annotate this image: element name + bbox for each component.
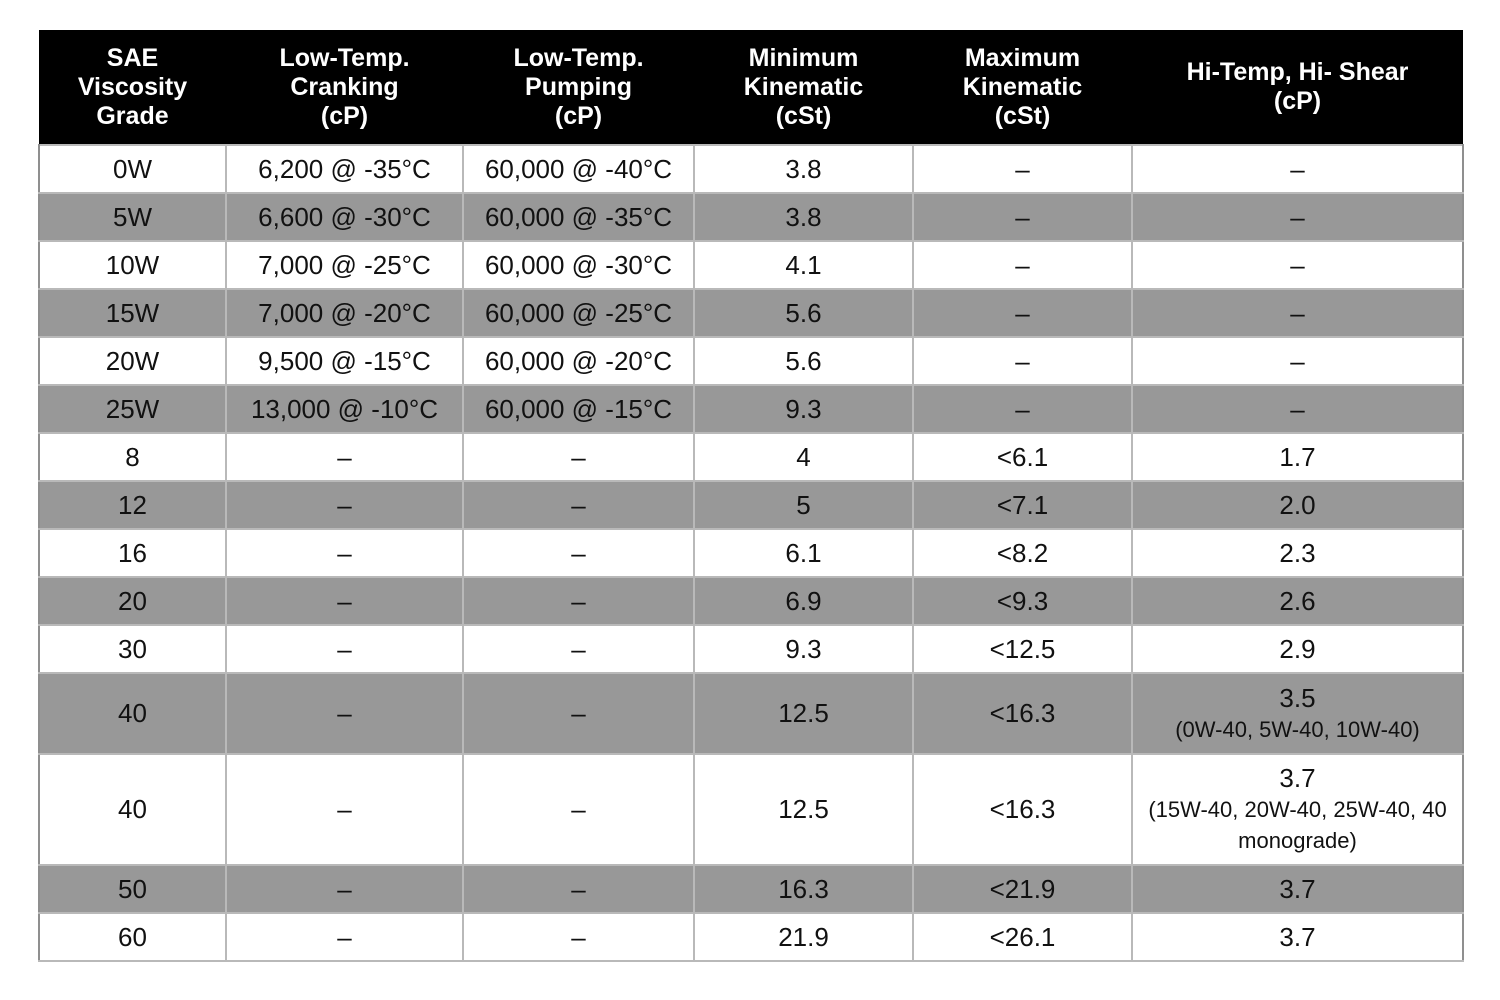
cell-pumping: – — [463, 673, 694, 754]
cell-grade: 15W — [39, 289, 226, 337]
hths-value: 2.9 — [1279, 633, 1316, 664]
cell-grade: 0W — [39, 145, 226, 193]
cell-cranking: 9,500 @ -15°C — [226, 337, 463, 385]
cell-max-kinematic: <21.9 — [913, 865, 1132, 913]
cell-min-kinematic: 4.1 — [694, 241, 913, 289]
cell-hths — [1132, 529, 1463, 577]
cell-grade: 40 — [39, 754, 226, 865]
table-row — [39, 625, 1463, 673]
cell-max-kinematic: – — [913, 337, 1132, 385]
cell-pumping: – — [463, 754, 694, 865]
cell-hths — [1132, 913, 1463, 961]
cell-min-kinematic: 9.3 — [694, 625, 913, 673]
header-line: Kinematic — [743, 72, 864, 101]
hths-value: 3.7 — [1279, 921, 1316, 952]
hths-value: – — [1290, 249, 1305, 280]
cell-max-kinematic: <16.3 — [913, 754, 1132, 865]
cell-min-kinematic: 12.5 — [694, 673, 913, 754]
header-line: Low-Temp. — [513, 43, 644, 72]
header-line: (cSt) — [775, 101, 832, 130]
cell-grade: 60 — [39, 913, 226, 961]
hths-value: 3.5 — [1279, 682, 1316, 713]
cell-max-kinematic: <9.3 — [913, 577, 1132, 625]
table-row — [39, 241, 1463, 289]
table-row — [39, 145, 1463, 193]
cell-hths — [1132, 673, 1463, 754]
cell-grade: 12 — [39, 481, 226, 529]
header-line: Viscosity — [77, 72, 188, 101]
cell-pumping: 60,000 @ -25°C — [463, 289, 694, 337]
cell-min-kinematic: 12.5 — [694, 754, 913, 865]
cell-min-kinematic: 3.8 — [694, 193, 913, 241]
cell-hths — [1132, 337, 1463, 385]
cell-cranking: – — [226, 754, 463, 865]
table-row — [39, 289, 1463, 337]
cell-pumping: 60,000 @ -30°C — [463, 241, 694, 289]
cell-max-kinematic: – — [913, 289, 1132, 337]
cell-pumping: 60,000 @ -20°C — [463, 337, 694, 385]
cell-max-kinematic: <6.1 — [913, 433, 1132, 481]
table-row — [39, 754, 1463, 865]
cell-pumping: – — [463, 577, 694, 625]
cell-hths — [1132, 241, 1463, 289]
table-row — [39, 193, 1463, 241]
header-hi-temp-hi-shear — [1132, 30, 1463, 145]
cell-cranking: – — [226, 625, 463, 673]
hths-value: – — [1290, 297, 1305, 328]
hths-value: – — [1290, 393, 1305, 424]
cell-max-kinematic: <16.3 — [913, 673, 1132, 754]
cell-hths — [1132, 433, 1463, 481]
cell-grade: 20W — [39, 337, 226, 385]
cell-min-kinematic: 21.9 — [694, 913, 913, 961]
hths-value: – — [1290, 345, 1305, 376]
cell-grade: 50 — [39, 865, 226, 913]
cell-hths — [1132, 625, 1463, 673]
header-low-temp-cranking — [226, 30, 463, 145]
cell-cranking: – — [226, 673, 463, 754]
cell-hths — [1132, 145, 1463, 193]
hths-value: 3.7 — [1279, 873, 1316, 904]
table-row — [39, 865, 1463, 913]
table-row — [39, 481, 1463, 529]
header-minimum-kinematic — [694, 30, 913, 145]
cell-cranking: 6,200 @ -35°C — [226, 145, 463, 193]
table-row — [39, 529, 1463, 577]
cell-cranking: – — [226, 913, 463, 961]
header-line: Kinematic — [962, 72, 1083, 101]
cell-cranking: 7,000 @ -25°C — [226, 241, 463, 289]
cell-max-kinematic: – — [913, 145, 1132, 193]
cell-min-kinematic: 5 — [694, 481, 913, 529]
cell-min-kinematic: 6.9 — [694, 577, 913, 625]
header-line: (cP) — [1273, 87, 1322, 115]
header-line: Low-Temp. — [279, 43, 410, 72]
header-low-temp-pumping — [463, 30, 694, 145]
cell-cranking: 7,000 @ -20°C — [226, 289, 463, 337]
hths-value: – — [1290, 153, 1305, 184]
header-sae-viscosity-grade — [39, 30, 226, 145]
cell-cranking: 6,600 @ -30°C — [226, 193, 463, 241]
table-row — [39, 385, 1463, 433]
table-header-row — [39, 30, 1463, 145]
header-line: Pumping — [525, 72, 632, 101]
header-line: Maximum — [964, 43, 1081, 72]
cell-min-kinematic: 5.6 — [694, 337, 913, 385]
cell-grade: 25W — [39, 385, 226, 433]
header-line: Grade — [96, 101, 169, 130]
hths-value: 2.6 — [1279, 585, 1316, 616]
cell-max-kinematic: – — [913, 193, 1132, 241]
table-row — [39, 673, 1463, 754]
header-line: Hi-Temp, Hi- Shear — [1186, 58, 1409, 86]
table-row — [39, 913, 1463, 961]
header-line: Cranking — [290, 72, 399, 101]
hths-value: 2.3 — [1279, 537, 1316, 568]
hths-value: 3.7 — [1279, 763, 1316, 793]
header-line: (cP) — [320, 101, 369, 130]
cell-min-kinematic: 16.3 — [694, 865, 913, 913]
header-line: (cP) — [554, 101, 603, 130]
cell-max-kinematic: – — [913, 241, 1132, 289]
cell-pumping: – — [463, 913, 694, 961]
cell-hths — [1132, 289, 1463, 337]
cell-pumping: 60,000 @ -35°C — [463, 193, 694, 241]
cell-hths — [1132, 577, 1463, 625]
cell-grade: 30 — [39, 625, 226, 673]
cell-min-kinematic: 9.3 — [694, 385, 913, 433]
cell-grade: 10W — [39, 241, 226, 289]
cell-min-kinematic: 3.8 — [694, 145, 913, 193]
cell-cranking: 13,000 @ -10°C — [226, 385, 463, 433]
cell-pumping: – — [463, 529, 694, 577]
hths-value: – — [1290, 201, 1305, 232]
cell-hths — [1132, 865, 1463, 913]
hths-note: (0W-40, 5W-40, 10W-40) — [1175, 716, 1420, 742]
table-row — [39, 577, 1463, 625]
cell-max-kinematic: <7.1 — [913, 481, 1132, 529]
cell-max-kinematic: – — [913, 385, 1132, 433]
cell-hths — [1132, 385, 1463, 433]
cell-max-kinematic: <26.1 — [913, 913, 1132, 961]
table-row — [39, 433, 1463, 481]
cell-cranking: – — [226, 529, 463, 577]
hths-value: 1.7 — [1279, 441, 1316, 472]
cell-min-kinematic: 6.1 — [694, 529, 913, 577]
table-row — [39, 337, 1463, 385]
cell-grade: 8 — [39, 433, 226, 481]
cell-grade: 40 — [39, 673, 226, 754]
sae-viscosity-grade-table — [38, 30, 1464, 962]
cell-pumping: – — [463, 481, 694, 529]
cell-cranking: – — [226, 433, 463, 481]
cell-max-kinematic: <8.2 — [913, 529, 1132, 577]
header-line: (cSt) — [994, 101, 1051, 130]
hths-value: 2.0 — [1279, 489, 1316, 520]
header-line: Minimum — [748, 43, 859, 72]
cell-pumping: – — [463, 433, 694, 481]
viscosity-table-container — [38, 30, 1462, 962]
cell-min-kinematic: 5.6 — [694, 289, 913, 337]
cell-cranking: – — [226, 481, 463, 529]
cell-pumping: 60,000 @ -40°C — [463, 145, 694, 193]
cell-max-kinematic: <12.5 — [913, 625, 1132, 673]
cell-grade: 5W — [39, 193, 226, 241]
cell-hths — [1132, 481, 1463, 529]
table-body — [39, 145, 1463, 961]
header-maximum-kinematic — [913, 30, 1132, 145]
cell-hths — [1132, 193, 1463, 241]
cell-grade: 16 — [39, 529, 226, 577]
header-line: SAE — [106, 43, 159, 72]
cell-min-kinematic: 4 — [694, 433, 913, 481]
cell-cranking: – — [226, 865, 463, 913]
cell-pumping: – — [463, 625, 694, 673]
cell-pumping: – — [463, 865, 694, 913]
cell-cranking: – — [226, 577, 463, 625]
cell-pumping: 60,000 @ -15°C — [463, 385, 694, 433]
cell-hths — [1132, 754, 1463, 865]
hths-note: (15W-40, 20W-40, 25W-40, 40 monograde) — [1148, 797, 1447, 853]
cell-grade: 20 — [39, 577, 226, 625]
